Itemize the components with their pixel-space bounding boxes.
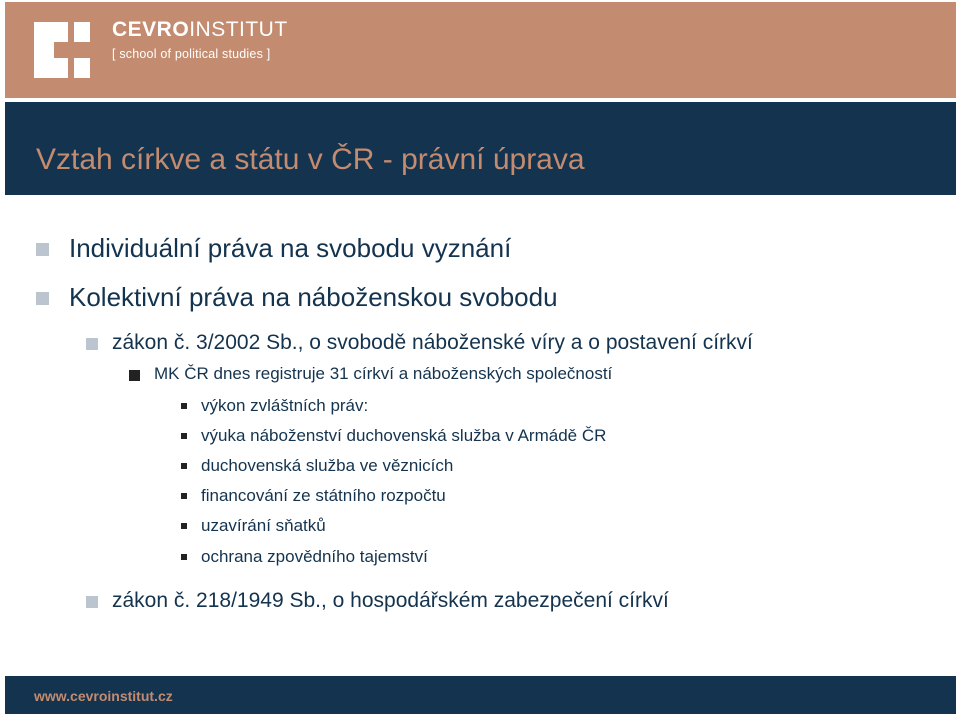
brand-name-bold: CEVRO [112, 18, 190, 41]
brand-tagline: [ school of political studies ] [112, 47, 271, 61]
bullet-square-icon [86, 596, 98, 608]
bullet-square-icon [181, 463, 187, 469]
footer-url: www.cevroinstitut.cz [34, 688, 173, 704]
bullet-square-icon [129, 370, 140, 381]
list-item-right: ochrana zpovědního tajemství [201, 547, 428, 566]
list-item-right: výuka náboženství duchovenská služba v Armádě ČR [201, 426, 607, 445]
list-item-law-1949: zákon č. 218/1949 Sb., o hospodářském zabezpečení církví [112, 589, 669, 612]
bullet-square-icon [36, 243, 49, 256]
cevro-logo-icon [34, 22, 90, 78]
bullet-square-icon [181, 403, 187, 409]
bullet-square-icon [86, 338, 98, 350]
list-item-right: výkon zvláštních práv: [201, 396, 369, 415]
list-item-right: uzavírání sňatků [201, 516, 326, 535]
list-item-individual-rights: Individuální práva na svobodu vyznání [69, 233, 512, 263]
list-item-collective-rights: Kolektivní práva na náboženskou svobodu [69, 282, 558, 312]
list-item-right: financování ze státního rozpočtu [201, 486, 446, 505]
list-item-right: duchovenská služba ve věznicích [201, 456, 454, 475]
list-item-law-2002: zákon č. 3/2002 Sb., o svobodě náboženské víry a o postavení církví [112, 331, 753, 354]
bullet-square-icon [181, 554, 187, 560]
brand-name [112, 18, 288, 42]
list-item-registered-churches: MK ČR dnes registruje 31 církví a náboženských společností [154, 364, 613, 383]
brand-name-light: INSTITUT [189, 18, 288, 41]
bullet-square-icon [181, 433, 187, 439]
slide-title: Vztah církve a státu v ČR - právní úprava [36, 143, 585, 176]
bullet-square-icon [181, 523, 187, 529]
bullet-square-icon [36, 292, 49, 305]
bullet-square-icon [181, 493, 187, 499]
